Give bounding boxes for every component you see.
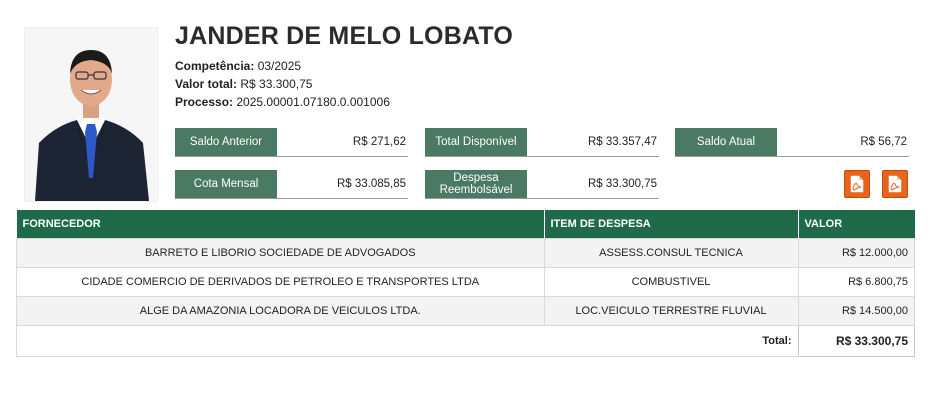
item-despesa-cell: LOC.VEICULO TERRESTRE FLUVIAL (544, 297, 798, 326)
processo-line (175, 95, 390, 109)
saldo-atual-value: R$ 56,72 (860, 136, 907, 148)
total-value: R$ 33.300,75 (798, 326, 915, 357)
saldo-atual-label: Saldo Atual (675, 128, 777, 156)
item-despesa-cell: COMBUSTIVEL (544, 268, 798, 297)
pdf-download-button-1[interactable] (844, 170, 870, 198)
total-disponivel-label: Total Disponível (425, 128, 527, 156)
pdf-file-icon (849, 175, 865, 193)
item-despesa-cell: ASSESS.CONSUL TECNICA (544, 239, 798, 268)
header-fornecedor: FORNECEDOR (17, 210, 545, 239)
saldo-anterior-box (175, 128, 408, 157)
total-disponivel-box (425, 128, 659, 157)
cota-mensal-value: R$ 33.085,85 (336, 178, 406, 190)
total-row (17, 326, 915, 357)
person-portrait-image (25, 28, 157, 201)
competencia-value: 03/2025 (257, 59, 302, 73)
cota-mensal-label: Cota Mensal (175, 170, 277, 198)
valor-cell: R$ 6.800,75 (798, 268, 915, 297)
valor-cell: R$ 14.500,00 (798, 297, 915, 326)
total-label: Total: (17, 326, 799, 357)
valor-cell: R$ 12.000,00 (798, 239, 915, 268)
despesa-reembolsavel-box (425, 170, 659, 199)
saldo-anterior-label: Saldo Anterior (175, 128, 277, 156)
total-disponivel-value: R$ 33.357,47 (587, 136, 657, 148)
deputy-photo (24, 27, 158, 202)
table-row (17, 239, 915, 268)
saldo-anterior-value: R$ 271,62 (352, 136, 406, 148)
despesa-reembolsavel-label: Despesa Reembolsável (425, 170, 527, 198)
fornecedor-cell: CIDADE COMERCIO DE DERIVADOS DE PETROLEO E TRANSPORTES LTDA (17, 268, 545, 297)
pdf-download-button-2[interactable] (882, 170, 908, 198)
expenses-table (16, 210, 915, 357)
header-item-despesa: ITEM DE DESPESA (544, 210, 798, 239)
pdf-file-icon (887, 175, 903, 193)
competencia-label: Competência: (175, 59, 255, 73)
valor-total-value: R$ 33.300,75 (240, 77, 313, 91)
cota-mensal-box (175, 170, 408, 199)
table-row (17, 268, 915, 297)
despesa-reembolsavel-value: R$ 33.300,75 (587, 178, 657, 190)
fornecedor-cell: ALGE DA AMAZONIA LOCADORA DE VEICULOS LTDA. (17, 297, 545, 326)
table-header-row (17, 210, 915, 239)
header-valor: VALOR (798, 210, 915, 239)
competencia-line (175, 59, 301, 73)
processo-value: 2025.00001.07180.0.001006 (236, 95, 390, 109)
processo-label: Processo: (175, 95, 234, 109)
valor-total-label: Valor total: (175, 77, 238, 91)
table-row (17, 297, 915, 326)
fornecedor-cell: BARRETO E LIBORIO SOCIEDADE DE ADVOGADOS (17, 239, 545, 268)
valor-total-line (175, 77, 312, 91)
saldo-atual-box (675, 128, 909, 157)
deputy-name: JANDER DE MELO LOBATO (175, 22, 514, 50)
